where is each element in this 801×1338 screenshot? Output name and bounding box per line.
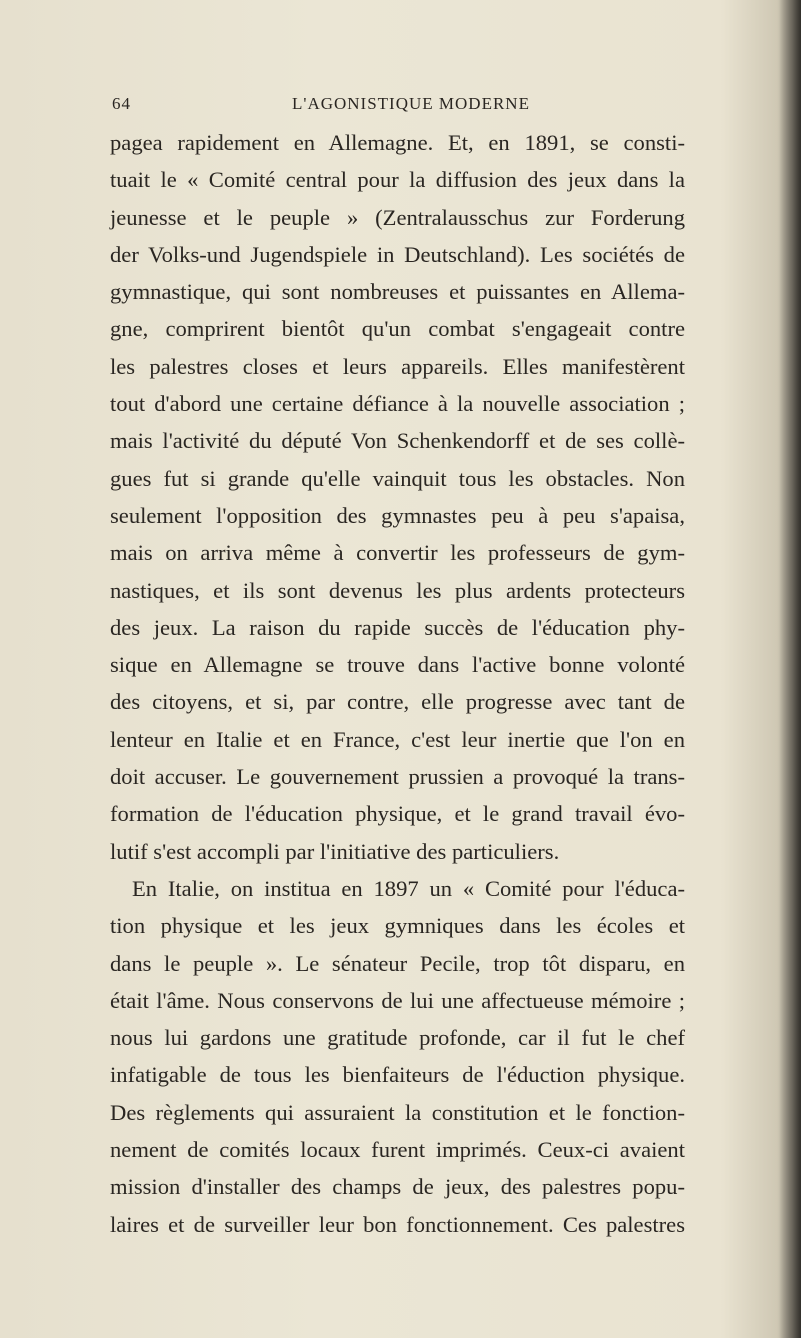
text-line: jeunesse et le peuple » (Zentralausschus zur Forderung <box>110 204 685 230</box>
page-number: 64 <box>112 94 131 113</box>
text-line: infatigable de tous les bienfaiteurs de l'éduction physique. <box>110 1062 685 1088</box>
text-line: tout d'abord une certaine défiance à la nouvelle association ; <box>110 391 685 417</box>
text-line: dans le peuple ». Le sénateur Pecile, trop tôt disparu, en <box>110 950 685 976</box>
text-line: nement de comités locaux furent imprimés. Ceux-ci avaient <box>110 1137 685 1163</box>
text-line: les palestres closes et leurs appareils. Elles manifestèrent <box>110 353 685 379</box>
text-line: mais l'activité du député Von Schenkendorff et de ses collè- <box>110 428 685 454</box>
text-line: gues fut si grande qu'elle vainquit tous les obstacles. Non <box>110 465 685 491</box>
text-line: formation de l'éducation physique, et le grand travail évo- <box>110 801 685 827</box>
page-edge-shadow <box>779 0 801 1338</box>
text-line: nastiques, et ils sont devenus les plus ardents protecteurs <box>110 577 685 603</box>
text-line: lutif s'est accompli par l'initiative des particuliers. <box>110 838 560 864</box>
text-line: En Italie, on institua en 1897 un « Comité pour l'éduca- <box>132 875 685 901</box>
text-line: mission d'installer des champs de jeux, des palestres popu- <box>110 1174 685 1200</box>
running-title: L'AGONISTIQUE MODERNE <box>292 94 530 113</box>
text-line: Des règlements qui assuraient la constitution et le fonction- <box>110 1099 685 1125</box>
text-line: des jeux. La raison du rapide succès de l'éducation phy- <box>110 614 685 640</box>
text-line: doit accuser. Le gouvernement prussien a provoqué la trans- <box>110 764 685 790</box>
text-line: nous lui gardons une gratitude profonde, car il fut le chef <box>110 1025 685 1051</box>
text-line: der Volks-und Jugendspiele in Deutschland). Les sociétés de <box>110 241 685 267</box>
text-line: pagea rapidement en Allemagne. Et, en 1891, se consti- <box>110 130 685 155</box>
text-line: mais on arriva même à convertir les professeurs de gym- <box>110 540 685 566</box>
text-line: laires et de surveiller leur bon fonctionnement. Ces palestres <box>110 1211 685 1237</box>
text-line: était l'âme. Nous conservons de lui une affectueuse mémoire ; <box>110 987 685 1013</box>
text-line: gymnastique, qui sont nombreuses et puissantes en Allema- <box>110 279 685 305</box>
text-line: lenteur en Italie et en France, c'est leur inertie que l'on en <box>110 726 685 752</box>
body-text <box>110 124 685 1243</box>
text-line: des citoyens, et si, par contre, elle progresse avec tant de <box>110 689 685 715</box>
text-line: sique en Allemagne se trouve dans l'active bonne volonté <box>110 652 685 678</box>
text-line: tuait le « Comité central pour la diffusion des jeux dans la <box>110 167 685 193</box>
text-line: seulement l'opposition des gymnastes peu à peu s'apaisa, <box>110 502 685 528</box>
text-line: tion physique et les jeux gymniques dans les écoles et <box>110 913 685 939</box>
text-line: gne, comprirent bientôt qu'un combat s'engageait contre <box>110 316 685 342</box>
page-header <box>112 94 672 120</box>
